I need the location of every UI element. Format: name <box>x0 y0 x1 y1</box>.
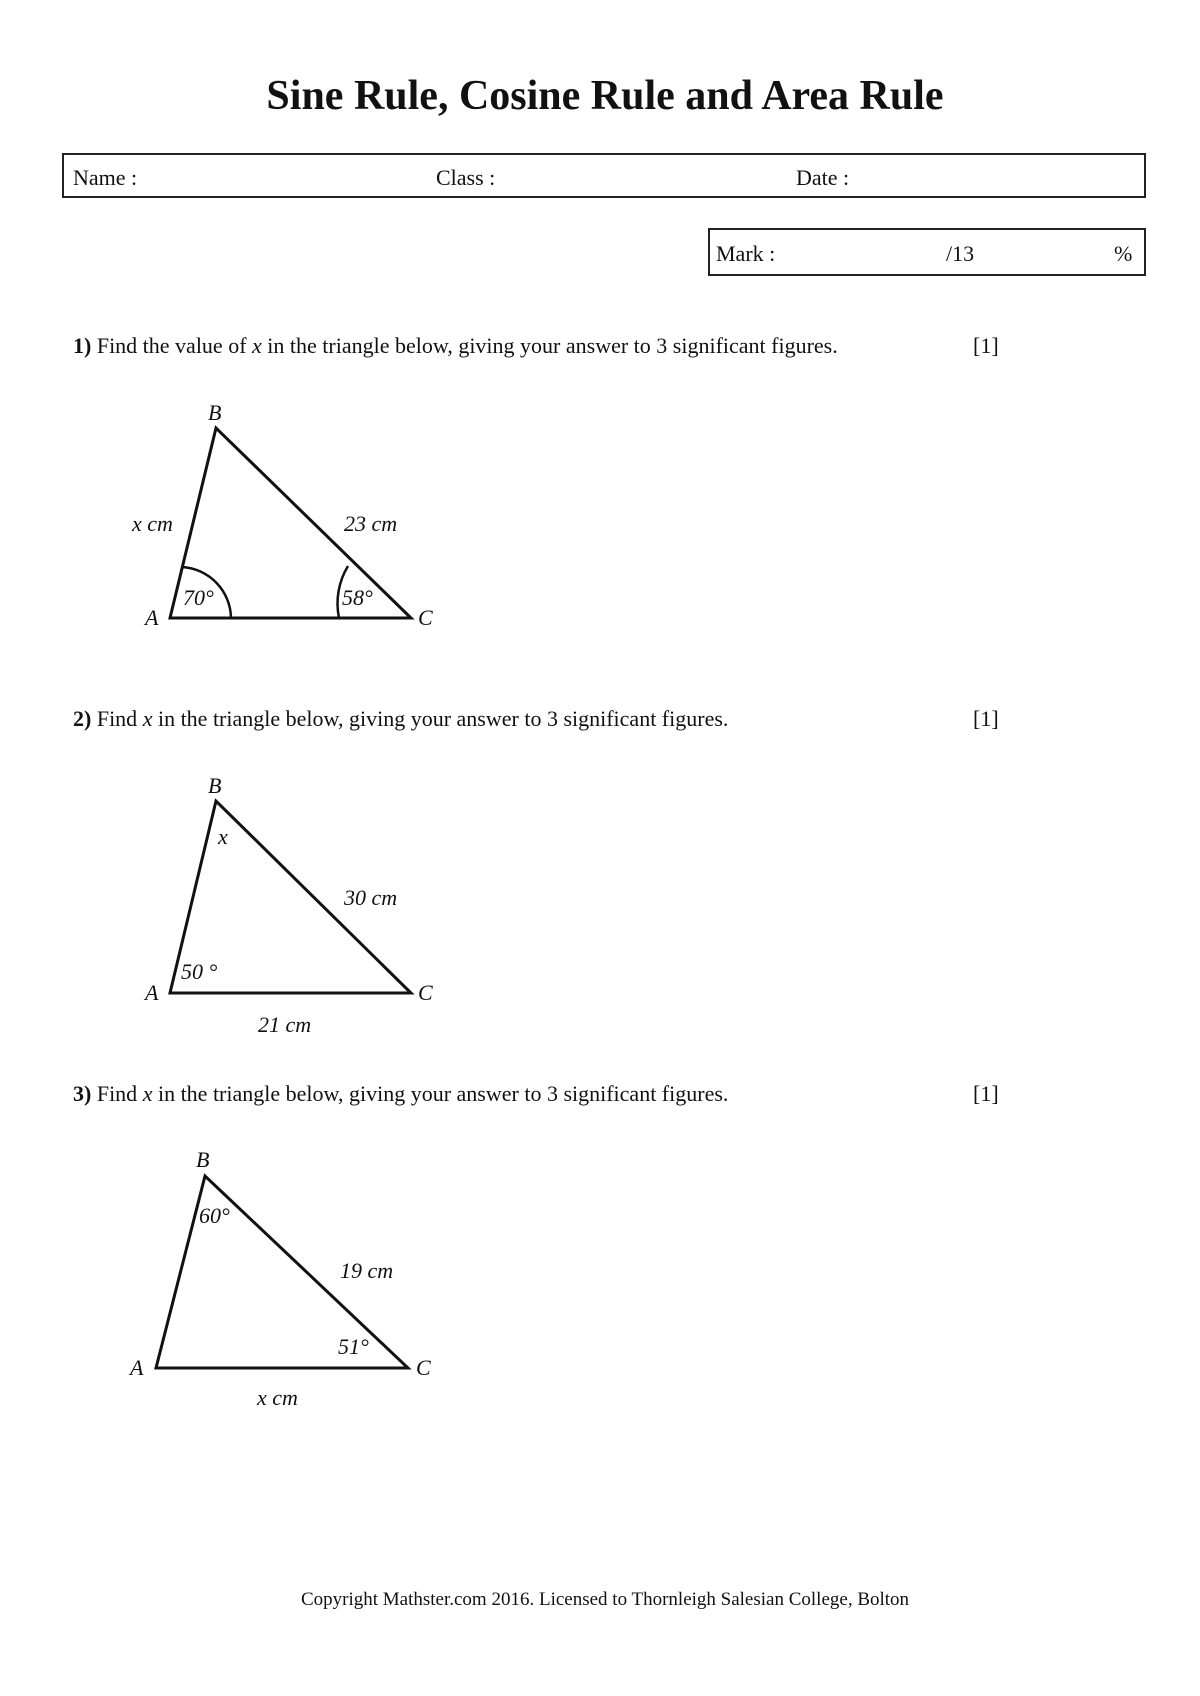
vertex-label-c: C <box>416 1355 431 1380</box>
angle-label-a: 50 ° <box>181 959 218 984</box>
mark-total: /13 <box>946 241 975 266</box>
class-label: Class : <box>436 165 496 190</box>
vertex-label-b: B <box>208 773 222 798</box>
vertex-label-a: A <box>130 1355 144 1380</box>
triangle-diagram-2 <box>0 765 500 1045</box>
mark-percent: % <box>1114 241 1133 266</box>
question-text-after: in the triangle below, giving your answer to 3 significant figures. <box>157 706 729 731</box>
question-3 <box>73 1081 1013 1107</box>
question-text-before: Find <box>96 1081 138 1106</box>
triangle-diagram-1 <box>0 390 500 640</box>
vertex-label-a: A <box>145 605 159 630</box>
mark-box <box>708 228 1146 276</box>
angle-label-c: 58° <box>342 585 373 610</box>
question-marks: [1] <box>973 333 999 358</box>
side-label-ac: 21 cm <box>258 1012 312 1037</box>
copyright-footer: Copyright Mathster.com 2016. Licensed to Thornleigh Salesian College, Bolton <box>300 1589 910 1610</box>
vertex-label-c: C <box>418 980 433 1005</box>
vertex-label-b: B <box>196 1147 210 1172</box>
question-marks: [1] <box>973 706 999 731</box>
side-label-ac: x cm <box>257 1385 298 1410</box>
question-number: 3) <box>73 1081 92 1106</box>
side-label-bc: 23 cm <box>344 511 398 536</box>
question-marks: [1] <box>973 1081 999 1106</box>
date-label: Date : <box>796 165 850 190</box>
name-label: Name : <box>73 165 138 190</box>
triangle-diagram-3 <box>0 1140 500 1420</box>
side-label-bc: 19 cm <box>340 1258 394 1283</box>
side-label-ab: x cm <box>132 511 173 536</box>
question-text-before: Find the value of <box>96 333 247 358</box>
question-number: 1) <box>73 333 92 358</box>
vertex-label-b: B <box>208 400 222 425</box>
student-info-box <box>62 153 1146 198</box>
side-label-bc: 30 cm <box>344 885 398 910</box>
question-number: 2) <box>73 706 92 731</box>
angle-label-b: x <box>218 824 228 849</box>
mark-label: Mark : <box>716 241 776 266</box>
question-1 <box>73 333 1013 359</box>
angle-label-b: 60° <box>199 1203 230 1228</box>
question-variable: x <box>252 333 262 358</box>
page-title: Sine Rule, Cosine Rule and Area Rule <box>266 73 944 119</box>
vertex-label-c: C <box>418 605 433 630</box>
angle-label-c: 51° <box>338 1334 369 1359</box>
question-text-after: in the triangle below, giving your answer to 3 significant figures. <box>267 333 838 358</box>
question-text-before: Find <box>96 706 138 731</box>
vertex-label-a: A <box>145 980 159 1005</box>
angle-label-a: 70° <box>183 585 214 610</box>
question-variable: x <box>142 1081 153 1106</box>
question-text-after: in the triangle below, giving your answer to 3 significant figures. <box>157 1081 729 1106</box>
question-2 <box>73 706 1013 732</box>
question-variable: x <box>142 706 153 731</box>
